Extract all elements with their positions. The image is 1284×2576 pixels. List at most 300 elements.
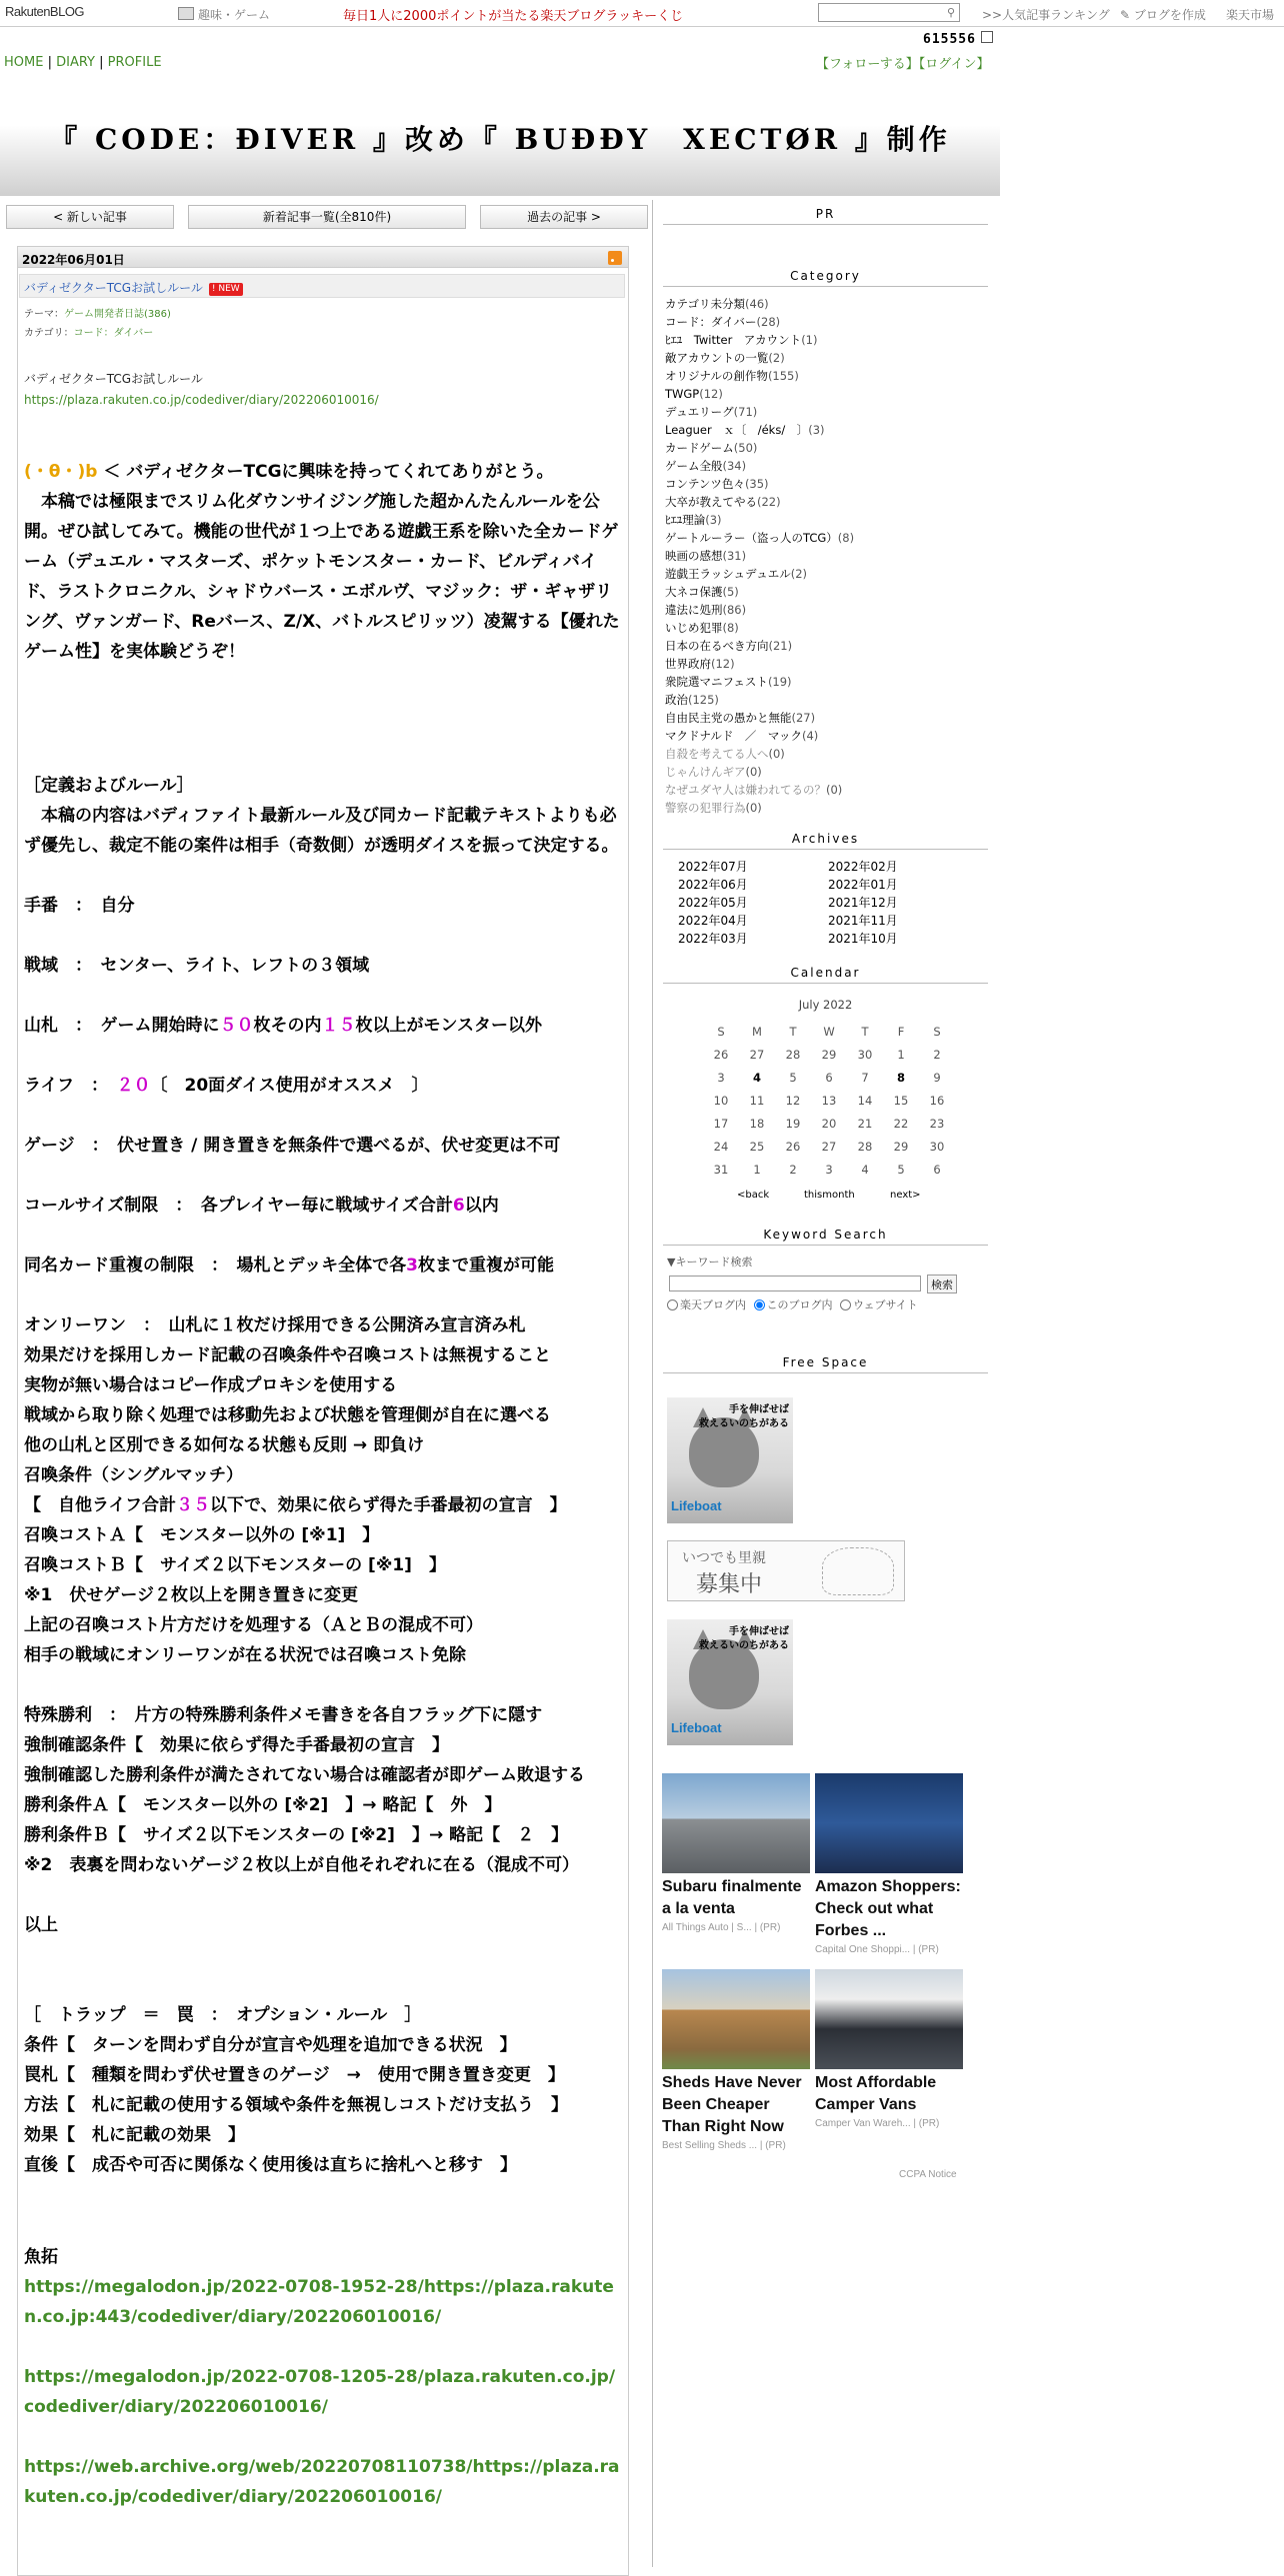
category-name[interactable]: ﾋｴﾕ理論 bbox=[665, 513, 706, 527]
onlyone-2: 効果だけを採用しカード記載の召喚条件や召喚コストは無視すること bbox=[24, 1345, 551, 1365]
rule-life bbox=[24, 1071, 622, 1101]
theme-label: テーマ： bbox=[24, 309, 64, 320]
category-name[interactable]: ゲートルーラー（盗っ人のTCG） bbox=[665, 531, 838, 545]
rules-heading: ［定義およびルール］ bbox=[24, 776, 194, 796]
genre-link[interactable] bbox=[178, 6, 270, 23]
counter-value: 615556 bbox=[923, 32, 976, 47]
logo-text: Rakuten bbox=[5, 4, 50, 19]
foster-text-2: 募集中 bbox=[696, 1572, 763, 1597]
category-name[interactable]: 大卒が教えてやる bbox=[665, 495, 757, 509]
category-count: (1) bbox=[801, 333, 818, 347]
entry-plain-title: バディゼクターTCGお試しルール bbox=[24, 372, 203, 386]
calendar-day: 14 bbox=[857, 1093, 873, 1108]
category-item[interactable] bbox=[665, 295, 854, 313]
onlyone-1: オンリーワン ： 山札に１枚だけ採用できる公開済み宣言済み札 bbox=[24, 1315, 526, 1335]
nav-profile[interactable]: PROFILE bbox=[107, 55, 162, 70]
category-item[interactable] bbox=[665, 565, 854, 583]
category-name[interactable]: 遊戯王ラッシュデュエル bbox=[665, 567, 791, 581]
follow-link[interactable]: 【フォローする】 bbox=[816, 57, 919, 72]
calendar-day: 3 bbox=[717, 1070, 725, 1085]
ad-headline: Most Affordable Camper Vans bbox=[815, 2074, 937, 2113]
category-name[interactable]: 映画の感想 bbox=[665, 549, 723, 563]
category-count: (35) bbox=[744, 477, 769, 491]
category-count: (12) bbox=[711, 657, 735, 671]
trap-4: 効果【 札に記載の効果 】 bbox=[24, 2125, 245, 2145]
keyword-heading: Keyword Search bbox=[663, 1228, 988, 1246]
entry-title-text: バディゼクターTCGお試しルール bbox=[24, 281, 203, 295]
top-search-box[interactable] bbox=[818, 3, 960, 22]
archive-heading: 魚拓 bbox=[24, 2247, 58, 2267]
calendar-weekday: M bbox=[752, 1024, 762, 1039]
category-name[interactable]: 敵アカウントの一覧 bbox=[665, 351, 769, 365]
calendar-day: 30 bbox=[929, 1139, 945, 1154]
scope-web[interactable] bbox=[840, 1298, 918, 1311]
archive-row bbox=[678, 894, 978, 912]
trap-2: 罠札【 種類を問わず伏せ置きのゲージ → 使用で開き置き変更 】 bbox=[24, 2065, 565, 2085]
category-list bbox=[665, 295, 854, 817]
calendar-day: 7 bbox=[861, 1070, 869, 1085]
follow-login bbox=[816, 53, 990, 72]
category-name[interactable]: いじめ犯罪 bbox=[665, 621, 723, 635]
entry-date-bar bbox=[17, 246, 629, 268]
calendar-back[interactable]: <back bbox=[737, 1190, 770, 1201]
end-mark: 以上 bbox=[24, 1915, 58, 1935]
entry-theme bbox=[24, 305, 171, 320]
access-counter bbox=[923, 31, 993, 47]
lifeboat-banner-1[interactable] bbox=[667, 1397, 793, 1523]
ad-pr: (PR) bbox=[759, 1922, 781, 1933]
ad-subaru[interactable] bbox=[662, 1773, 810, 1933]
lifeboat-logo: Lifeboat bbox=[671, 1498, 722, 1513]
ad-image-camper bbox=[815, 1969, 963, 2069]
category-name[interactable]: 政治 bbox=[665, 693, 688, 707]
entry-body bbox=[24, 457, 622, 2512]
category-name[interactable]: 自殺を考えてる人へ bbox=[665, 747, 769, 761]
logo-sub-text: BLOG bbox=[49, 4, 85, 19]
trap-heading: ［ トラップ ＝ 罠 ： オプション・ルール ］ bbox=[24, 2005, 422, 2025]
rule-turn: 手番 ： 自分 bbox=[24, 896, 135, 916]
onlyone-9: 召喚コストＢ【 サイズ２以下モンスターの [※1] 】 bbox=[24, 1555, 446, 1575]
ad-headline: Subaru finalmente a la venta bbox=[662, 1878, 802, 1917]
category-name[interactable]: カテゴリ未分類 bbox=[665, 297, 746, 311]
category-item[interactable] bbox=[665, 439, 854, 457]
top-bar bbox=[0, 0, 1284, 27]
deck-number-2: １５ bbox=[321, 1016, 356, 1036]
column-divider bbox=[652, 200, 653, 2567]
category-item[interactable] bbox=[665, 709, 854, 727]
free-space-heading: Free Space bbox=[663, 1355, 988, 1373]
calendar-day: 17 bbox=[713, 1116, 729, 1131]
category-name[interactable]: カードゲーム bbox=[665, 441, 734, 455]
category-item[interactable] bbox=[665, 637, 854, 655]
category-name[interactable]: ゲーム全般 bbox=[665, 459, 723, 473]
new-badge bbox=[209, 283, 243, 296]
ad-source-name: All Things Auto | S... bbox=[662, 1922, 752, 1933]
keyword-input[interactable] bbox=[669, 1276, 921, 1291]
lifeboat-msg-2: 救えるいのちがある bbox=[699, 1640, 789, 1651]
category-name[interactable]: コンテンツ色々 bbox=[665, 477, 745, 491]
calendar-day-with-post[interactable]: 4 bbox=[752, 1070, 761, 1085]
category-item[interactable] bbox=[665, 349, 854, 367]
onlyone-3: 実物が無い場合はコピー作成プロキシを使用する bbox=[24, 1375, 398, 1395]
category-link[interactable]: コード：ダイバー bbox=[73, 328, 154, 339]
calendar-day: 28 bbox=[785, 1047, 801, 1062]
lifeboat-msg-1: 手を伸ばせば bbox=[729, 1626, 789, 1637]
category-count: (0) bbox=[745, 765, 762, 779]
search-scope bbox=[667, 1296, 922, 1312]
calendar-day: 28 bbox=[857, 1139, 873, 1154]
archive-month-link[interactable]: 2021年12月 bbox=[828, 896, 898, 910]
calendar-week bbox=[703, 1158, 955, 1181]
category-item[interactable] bbox=[665, 781, 854, 799]
ad-image-subaru bbox=[662, 1773, 810, 1873]
onlyone-6: 召喚条件（シングルマッチ） bbox=[24, 1465, 244, 1485]
promo-link[interactable]: 毎日1人に2000ポイントが当たる楽天ブログラッキーくじ bbox=[343, 9, 684, 24]
ad-pr: (PR) bbox=[918, 1944, 939, 1955]
calendar-day: 6 bbox=[825, 1070, 833, 1085]
scope-rakuten[interactable] bbox=[667, 1298, 746, 1311]
entry-date: 2022年06月01日 bbox=[22, 253, 125, 267]
intro-line bbox=[24, 457, 622, 487]
calendar-next[interactable]: next> bbox=[890, 1190, 921, 1201]
post-list-button[interactable]: 新着記事一覧(全810件) bbox=[188, 205, 466, 229]
calendar-day: 31 bbox=[713, 1162, 729, 1177]
ad-pr: (PR) bbox=[918, 2118, 940, 2129]
rules-definition: 本稿の内容はバディファイト最新ルール及び同カード記載テキストよりも必ず優先し、裁定不能の案件は相手（奇数側）が透明ダイスを振って決定する。 bbox=[24, 806, 619, 856]
ad-sheds[interactable] bbox=[662, 1969, 810, 2151]
calendar-day: 25 bbox=[749, 1139, 765, 1154]
same-text-b: 枚まで重複が可能 bbox=[418, 1256, 555, 1276]
category-count: (8) bbox=[722, 621, 739, 635]
category-name[interactable]: 違法に処刑 bbox=[665, 603, 723, 617]
category-count: (8) bbox=[837, 531, 855, 545]
scope-rakuten-radio[interactable] bbox=[667, 1299, 678, 1310]
image-icon bbox=[178, 7, 194, 20]
ow7-text-a: 【 自他ライフ合計 bbox=[24, 1495, 176, 1515]
archive-list bbox=[678, 858, 978, 948]
scope-rakuten-label: 楽天ブログ内 bbox=[680, 1298, 746, 1311]
rss-icon[interactable] bbox=[608, 251, 622, 265]
special-win-4: 勝利条件Ａ【 モンスター以外の [※2] 】→ 略記【 外 】 bbox=[24, 1795, 502, 1815]
category-name[interactable]: マクドナルド ／ マック bbox=[665, 729, 802, 743]
onlyone-5: 他の山札と区別できる如何なる状態も反則 → 即負け bbox=[24, 1435, 425, 1455]
pr-heading: PR bbox=[663, 207, 988, 225]
category-item[interactable] bbox=[665, 529, 854, 547]
category-label: カテゴリ： bbox=[24, 328, 74, 339]
calendar-week bbox=[703, 1112, 955, 1135]
category-name[interactable]: 警察の犯罪行為 bbox=[665, 801, 746, 815]
archive-month-link[interactable]: 2021年10月 bbox=[828, 932, 898, 946]
category-name[interactable]: TWGP bbox=[665, 387, 700, 401]
category-item[interactable] bbox=[665, 583, 854, 601]
special-win-1: 特殊勝利 ： 片方の特殊勝利条件メモ書きを各自フラッグ下に隠す bbox=[24, 1705, 543, 1725]
deck-text-a: 山札 ： ゲーム開始時に bbox=[24, 1016, 220, 1036]
nav-separator: | bbox=[95, 55, 108, 70]
category-name[interactable]: 世界政府 bbox=[665, 657, 711, 671]
life-text-a: ライフ ： bbox=[24, 1076, 117, 1096]
blog-title[interactable]: 『 CODE：ÐIVER 』改め『 BUÐÐY XECTØR 』制作 bbox=[49, 123, 951, 156]
category-count: (0) bbox=[745, 801, 762, 815]
category-name[interactable]: 衆院選マニフェスト bbox=[665, 675, 768, 689]
category-name[interactable]: 大ネコ保護 bbox=[665, 585, 723, 599]
category-item[interactable] bbox=[665, 475, 854, 493]
calendar-thismonth[interactable]: thismonth bbox=[804, 1190, 855, 1201]
ccpa-notice-link[interactable]: CCPA Notice bbox=[899, 2169, 957, 2180]
archive-link-2[interactable]: https://megalodon.jp/2022-0708-1205-28/plaza.rakuten.co.jp/codediver/diary/202206010016/ bbox=[24, 2367, 616, 2417]
category-count: (19) bbox=[767, 675, 792, 689]
ad-source: All Things Auto | S... | (PR) bbox=[662, 1922, 781, 1933]
category-count: (5) bbox=[722, 585, 739, 599]
category-item[interactable] bbox=[665, 691, 854, 709]
calendar-day: 10 bbox=[713, 1093, 729, 1108]
calendar-day: 11 bbox=[749, 1093, 765, 1108]
calendar-day: 15 bbox=[893, 1093, 909, 1108]
calendar-day: 6 bbox=[933, 1162, 941, 1177]
category-count: (2) bbox=[790, 567, 807, 581]
entry-category bbox=[24, 324, 153, 339]
onlyone-11: 上記の召喚コスト片方だけを処理する（ＡとＢの混成不可） bbox=[24, 1615, 483, 1635]
category-item[interactable] bbox=[665, 367, 854, 385]
create-blog-link[interactable] bbox=[1120, 6, 1206, 23]
category-count: (27) bbox=[791, 711, 816, 725]
blog-banner bbox=[0, 78, 1000, 196]
calendar-weekday: S bbox=[933, 1024, 941, 1039]
rule-zone: 戦域 ： センター、ライト、レフトの３領域 bbox=[24, 956, 370, 976]
special-win-3: 強制確認した勝利条件が満たされてない場合は確認者が即ゲーム敗退する bbox=[24, 1765, 585, 1785]
category-count: (155) bbox=[767, 369, 799, 383]
archive-month-link[interactable]: 2021年11月 bbox=[828, 914, 898, 928]
nav-diary[interactable]: DIARY bbox=[56, 55, 95, 70]
calendar-day: 19 bbox=[785, 1116, 801, 1131]
archive-month-link[interactable]: 2022年06月 bbox=[678, 878, 748, 892]
counter-icon bbox=[981, 31, 993, 43]
nav-separator: | bbox=[43, 55, 57, 70]
category-name[interactable]: デュエリーグ bbox=[665, 405, 734, 419]
category-name[interactable]: コード：ダイバー bbox=[665, 315, 757, 329]
login-link[interactable]: 【ログイン】 bbox=[918, 57, 990, 72]
category-name[interactable]: ﾋｴﾕ Twitter アカウント bbox=[665, 333, 802, 347]
category-item[interactable] bbox=[665, 799, 854, 817]
keyword-search-button[interactable]: 検索 bbox=[927, 1275, 957, 1293]
ad-source: Best Selling Sheds ... | (PR) bbox=[662, 2140, 786, 2151]
theme-link[interactable]: ゲーム開発者日誌(386) bbox=[64, 309, 171, 320]
scope-this-blog[interactable] bbox=[754, 1298, 833, 1311]
category-count: (28) bbox=[756, 315, 781, 329]
entry-title[interactable] bbox=[24, 279, 243, 296]
rule-deck bbox=[24, 1011, 622, 1041]
category-item[interactable] bbox=[665, 727, 854, 745]
calendar-day: 27 bbox=[821, 1139, 837, 1154]
calendar-day: 4 bbox=[861, 1162, 869, 1177]
calendar-day: 18 bbox=[749, 1116, 765, 1131]
lifeboat-logo: Lifeboat bbox=[671, 1720, 722, 1735]
category-item[interactable] bbox=[665, 619, 854, 637]
archive-month-link[interactable]: 2022年01月 bbox=[828, 878, 898, 892]
archive-link-1[interactable]: https://megalodon.jp/2022-0708-1952-28/https://plaza.rakuten.co.jp:443/codediver/diary/202206010016/ bbox=[24, 2277, 614, 2327]
category-name[interactable]: なぜユダヤ人は嫌われてるの？ bbox=[665, 783, 826, 797]
category-name[interactable]: オリジナルの創作物 bbox=[665, 369, 768, 383]
life-text-b: 〔 20面ダイス使用がオススメ 〕 bbox=[150, 1076, 429, 1096]
archive-month-link[interactable]: 2022年07月 bbox=[678, 860, 748, 874]
ad-camper[interactable] bbox=[815, 1969, 963, 2129]
same-text-a: 同名カード重複の制限 ： 場札とデッキ全体で各 bbox=[24, 1256, 407, 1276]
archive-row bbox=[678, 858, 978, 876]
calendar-day: 23 bbox=[929, 1116, 945, 1131]
category-item[interactable] bbox=[665, 655, 854, 673]
special-win-5: 勝利条件Ｂ【 サイズ２以下モンスターの [※2] 】→ 略記【 ２ 】 bbox=[24, 1825, 569, 1845]
scope-this-label: このブログ内 bbox=[766, 1298, 833, 1311]
blog-nav bbox=[4, 55, 162, 70]
rakuten-ichiba-link[interactable]: 楽天市場 bbox=[1226, 8, 1275, 22]
calendar-day: 26 bbox=[785, 1139, 801, 1154]
category-item[interactable] bbox=[665, 601, 854, 619]
archive-month-link[interactable]: 2022年03月 bbox=[678, 932, 748, 946]
onlyone-4: 戦域から取り除く処理では移動先および状態を管理側が自在に選べる bbox=[24, 1405, 551, 1425]
calendar-day: 29 bbox=[821, 1047, 837, 1062]
category-item[interactable] bbox=[665, 313, 854, 331]
calendar-day: 24 bbox=[713, 1139, 729, 1154]
ad-headline: Amazon Shoppers: Check out what Forbes ... bbox=[815, 1878, 961, 1939]
search-icon[interactable]: ⚲ bbox=[946, 6, 955, 19]
category-item[interactable] bbox=[665, 457, 854, 475]
new-badge-text: NEW bbox=[218, 284, 240, 294]
calendar-day: 2 bbox=[789, 1162, 797, 1177]
calendar-week bbox=[703, 1135, 955, 1158]
category-item[interactable] bbox=[665, 511, 854, 529]
calendar-day: 29 bbox=[893, 1139, 909, 1154]
calendar-heading: Calendar bbox=[663, 966, 988, 984]
ad-source-name: Best Selling Sheds ... bbox=[662, 2140, 758, 2151]
calendar-week bbox=[703, 1089, 955, 1112]
onlyone-10: ※1 伏せゲージ２枚以上を開き置きに変更 bbox=[24, 1585, 359, 1605]
calendar-day: 16 bbox=[929, 1093, 945, 1108]
category-count: (0) bbox=[768, 747, 785, 761]
category-item[interactable] bbox=[665, 763, 854, 781]
onlyone-7 bbox=[24, 1490, 622, 1520]
scope-web-label: ウェブサイト bbox=[853, 1298, 918, 1311]
calendar-weekday: W bbox=[823, 1024, 835, 1039]
entry-permalink[interactable]: https://plaza.rakuten.co.jp/codediver/diary/202206010016/ bbox=[24, 393, 379, 407]
ad-amazon[interactable] bbox=[815, 1773, 963, 1955]
archive-month-link[interactable]: 2022年04月 bbox=[678, 914, 748, 928]
calendar-weekday: T bbox=[861, 1024, 869, 1039]
ad-source-name: Camper Van Wareh... bbox=[815, 2118, 911, 2129]
calendar-weekday: F bbox=[897, 1024, 905, 1039]
calendar-day: 3 bbox=[825, 1162, 833, 1177]
category-name[interactable]: 自由民主党の愚かと無能 bbox=[665, 711, 792, 725]
same-number: 3 bbox=[406, 1256, 419, 1276]
trap-3: 方法【 札に記載の使用する領域や条件を無視しコストだけ支払う 】 bbox=[24, 2095, 568, 2115]
calendar-week bbox=[703, 1043, 955, 1066]
category-count: (3) bbox=[808, 423, 825, 437]
calendar-weekday: S bbox=[717, 1024, 725, 1039]
category-item[interactable] bbox=[665, 547, 854, 565]
intro-text-1: ＜ バディゼクターTCGに興味を持ってくれてありがとう。 bbox=[103, 462, 554, 482]
calendar-day: 13 bbox=[821, 1093, 837, 1108]
main-column bbox=[0, 200, 652, 2567]
ad-headline: Sheds Have Never Been Cheaper Than Right Now bbox=[662, 2074, 802, 2135]
intro-paragraph: 本稿では極限までスリム化ダウンサイジング施した超かんたんルールを公開。ぜひ試してみて。機能の世代が１つ上である遊戯王系を除いた全カードゲーム（デュエル・マスターズ、ポケットモンスター・カード、ビルディバイド、ラストクロニクル、シャドウバース・エボルヴ、マジック：ザ・ギャザリング、ヴァンガード、Reバース、Z/X、バトルスピリッツ）凌駕する【優れたゲーム性】を実体験どうぞ！ bbox=[24, 492, 620, 662]
category-name[interactable]: Leaguer ｘ〔 /éks/ 〕 bbox=[665, 423, 809, 437]
calendar-day: 1 bbox=[897, 1047, 905, 1062]
calendar-day: 12 bbox=[785, 1093, 801, 1108]
scope-web-radio[interactable] bbox=[840, 1299, 851, 1310]
calendar-day: 20 bbox=[821, 1116, 837, 1131]
category-item[interactable] bbox=[665, 493, 854, 511]
category-count: (50) bbox=[733, 441, 758, 455]
keyword-label: ▼キーワード検索 bbox=[667, 1256, 753, 1269]
category-count: (12) bbox=[699, 387, 723, 401]
rule-gauge: ゲージ ： 伏せ置き / 開き置きを無条件で選べるが、伏せ変更は不可 bbox=[24, 1136, 561, 1156]
category-count: (31) bbox=[722, 549, 747, 563]
category-item[interactable] bbox=[665, 673, 854, 691]
calendar-day: 21 bbox=[857, 1116, 873, 1131]
onlyone-12: 相手の戦域にオンリーワンが在る状況では召喚コスト免除 bbox=[24, 1645, 466, 1665]
ow7-text-b: 以下で、効果に依らず得た手番最初の宣言 】 bbox=[209, 1495, 567, 1515]
ad-source: Camper Van Wareh... | (PR) bbox=[815, 2118, 940, 2129]
scope-this-radio[interactable] bbox=[754, 1299, 765, 1310]
calendar-day: 2 bbox=[933, 1047, 941, 1062]
category-name[interactable]: じゃんけんギア bbox=[665, 765, 746, 779]
category-count: (46) bbox=[745, 297, 769, 311]
calendar-day-with-post[interactable]: 8 bbox=[896, 1070, 905, 1085]
foster-banner[interactable] bbox=[667, 1540, 905, 1601]
nav-home[interactable]: HOME bbox=[4, 55, 44, 70]
calendar-week bbox=[703, 1066, 955, 1089]
calendar-grid bbox=[703, 1020, 955, 1181]
category-item[interactable] bbox=[665, 331, 854, 349]
ad-source-name: Capital One Shoppi... bbox=[815, 1944, 911, 1955]
older-post-button[interactable]: 過去の記事 > bbox=[480, 205, 648, 229]
archive-link-3[interactable]: https://web.archive.org/web/20220708110738/https://plaza.rakuten.co.jp/codediver/diary/202206010016/ bbox=[24, 2457, 620, 2507]
calendar-day: 26 bbox=[713, 1047, 729, 1062]
new-badge-mark: ! bbox=[211, 284, 219, 294]
newer-post-button[interactable]: < 新しい記事 bbox=[6, 205, 174, 229]
deck-text-b: 枚その内 bbox=[253, 1016, 322, 1036]
archive-month-link[interactable]: 2022年02月 bbox=[828, 860, 898, 874]
calendar bbox=[663, 998, 988, 1201]
calendar-day: 5 bbox=[789, 1070, 797, 1085]
ow7-number: ３５ bbox=[175, 1495, 210, 1515]
archive-month-link[interactable]: 2022年05月 bbox=[678, 896, 748, 910]
archives-heading: Archives bbox=[663, 832, 988, 850]
deck-text-c: 枚以上がモンスター以外 bbox=[355, 1016, 542, 1036]
category-name[interactable]: 日本の在るべき方向 bbox=[665, 639, 769, 653]
special-win-6: ※2 表裏を問わないゲージ２枚以上が自他それぞれに在る（混成不可） bbox=[24, 1855, 580, 1875]
category-count: (3) bbox=[705, 513, 722, 527]
category-item[interactable] bbox=[665, 385, 854, 403]
trap-1: 条件【 ターンを問わず自分が宣言や処理を追加できる状況 】 bbox=[24, 2035, 517, 2055]
ranking-link[interactable]: >>人気記事ランキング bbox=[982, 8, 1110, 22]
calendar-day: 27 bbox=[749, 1047, 765, 1062]
special-win-2: 強制確認条件【 効果に依らず得た手番最初の宣言 】 bbox=[24, 1735, 449, 1755]
category-count: (0) bbox=[826, 783, 843, 797]
ad-source: Capital One Shoppi... | (PR) bbox=[815, 1944, 939, 1955]
pets-illustration bbox=[822, 1547, 894, 1595]
category-item[interactable] bbox=[665, 745, 854, 763]
calendar-day: 9 bbox=[933, 1070, 941, 1085]
deck-number-1: ５０ bbox=[219, 1016, 254, 1036]
category-count: (22) bbox=[757, 495, 781, 509]
ad-pr: (PR) bbox=[765, 2140, 786, 2151]
calendar-weekday: T bbox=[789, 1024, 797, 1039]
rakuten-blog-logo[interactable] bbox=[5, 3, 84, 20]
calendar-day: 30 bbox=[857, 1047, 873, 1062]
lifeboat-banner-2[interactable] bbox=[667, 1619, 793, 1745]
life-number: ２０ bbox=[116, 1076, 151, 1096]
category-item[interactable] bbox=[665, 421, 854, 439]
category-item[interactable] bbox=[665, 403, 854, 421]
